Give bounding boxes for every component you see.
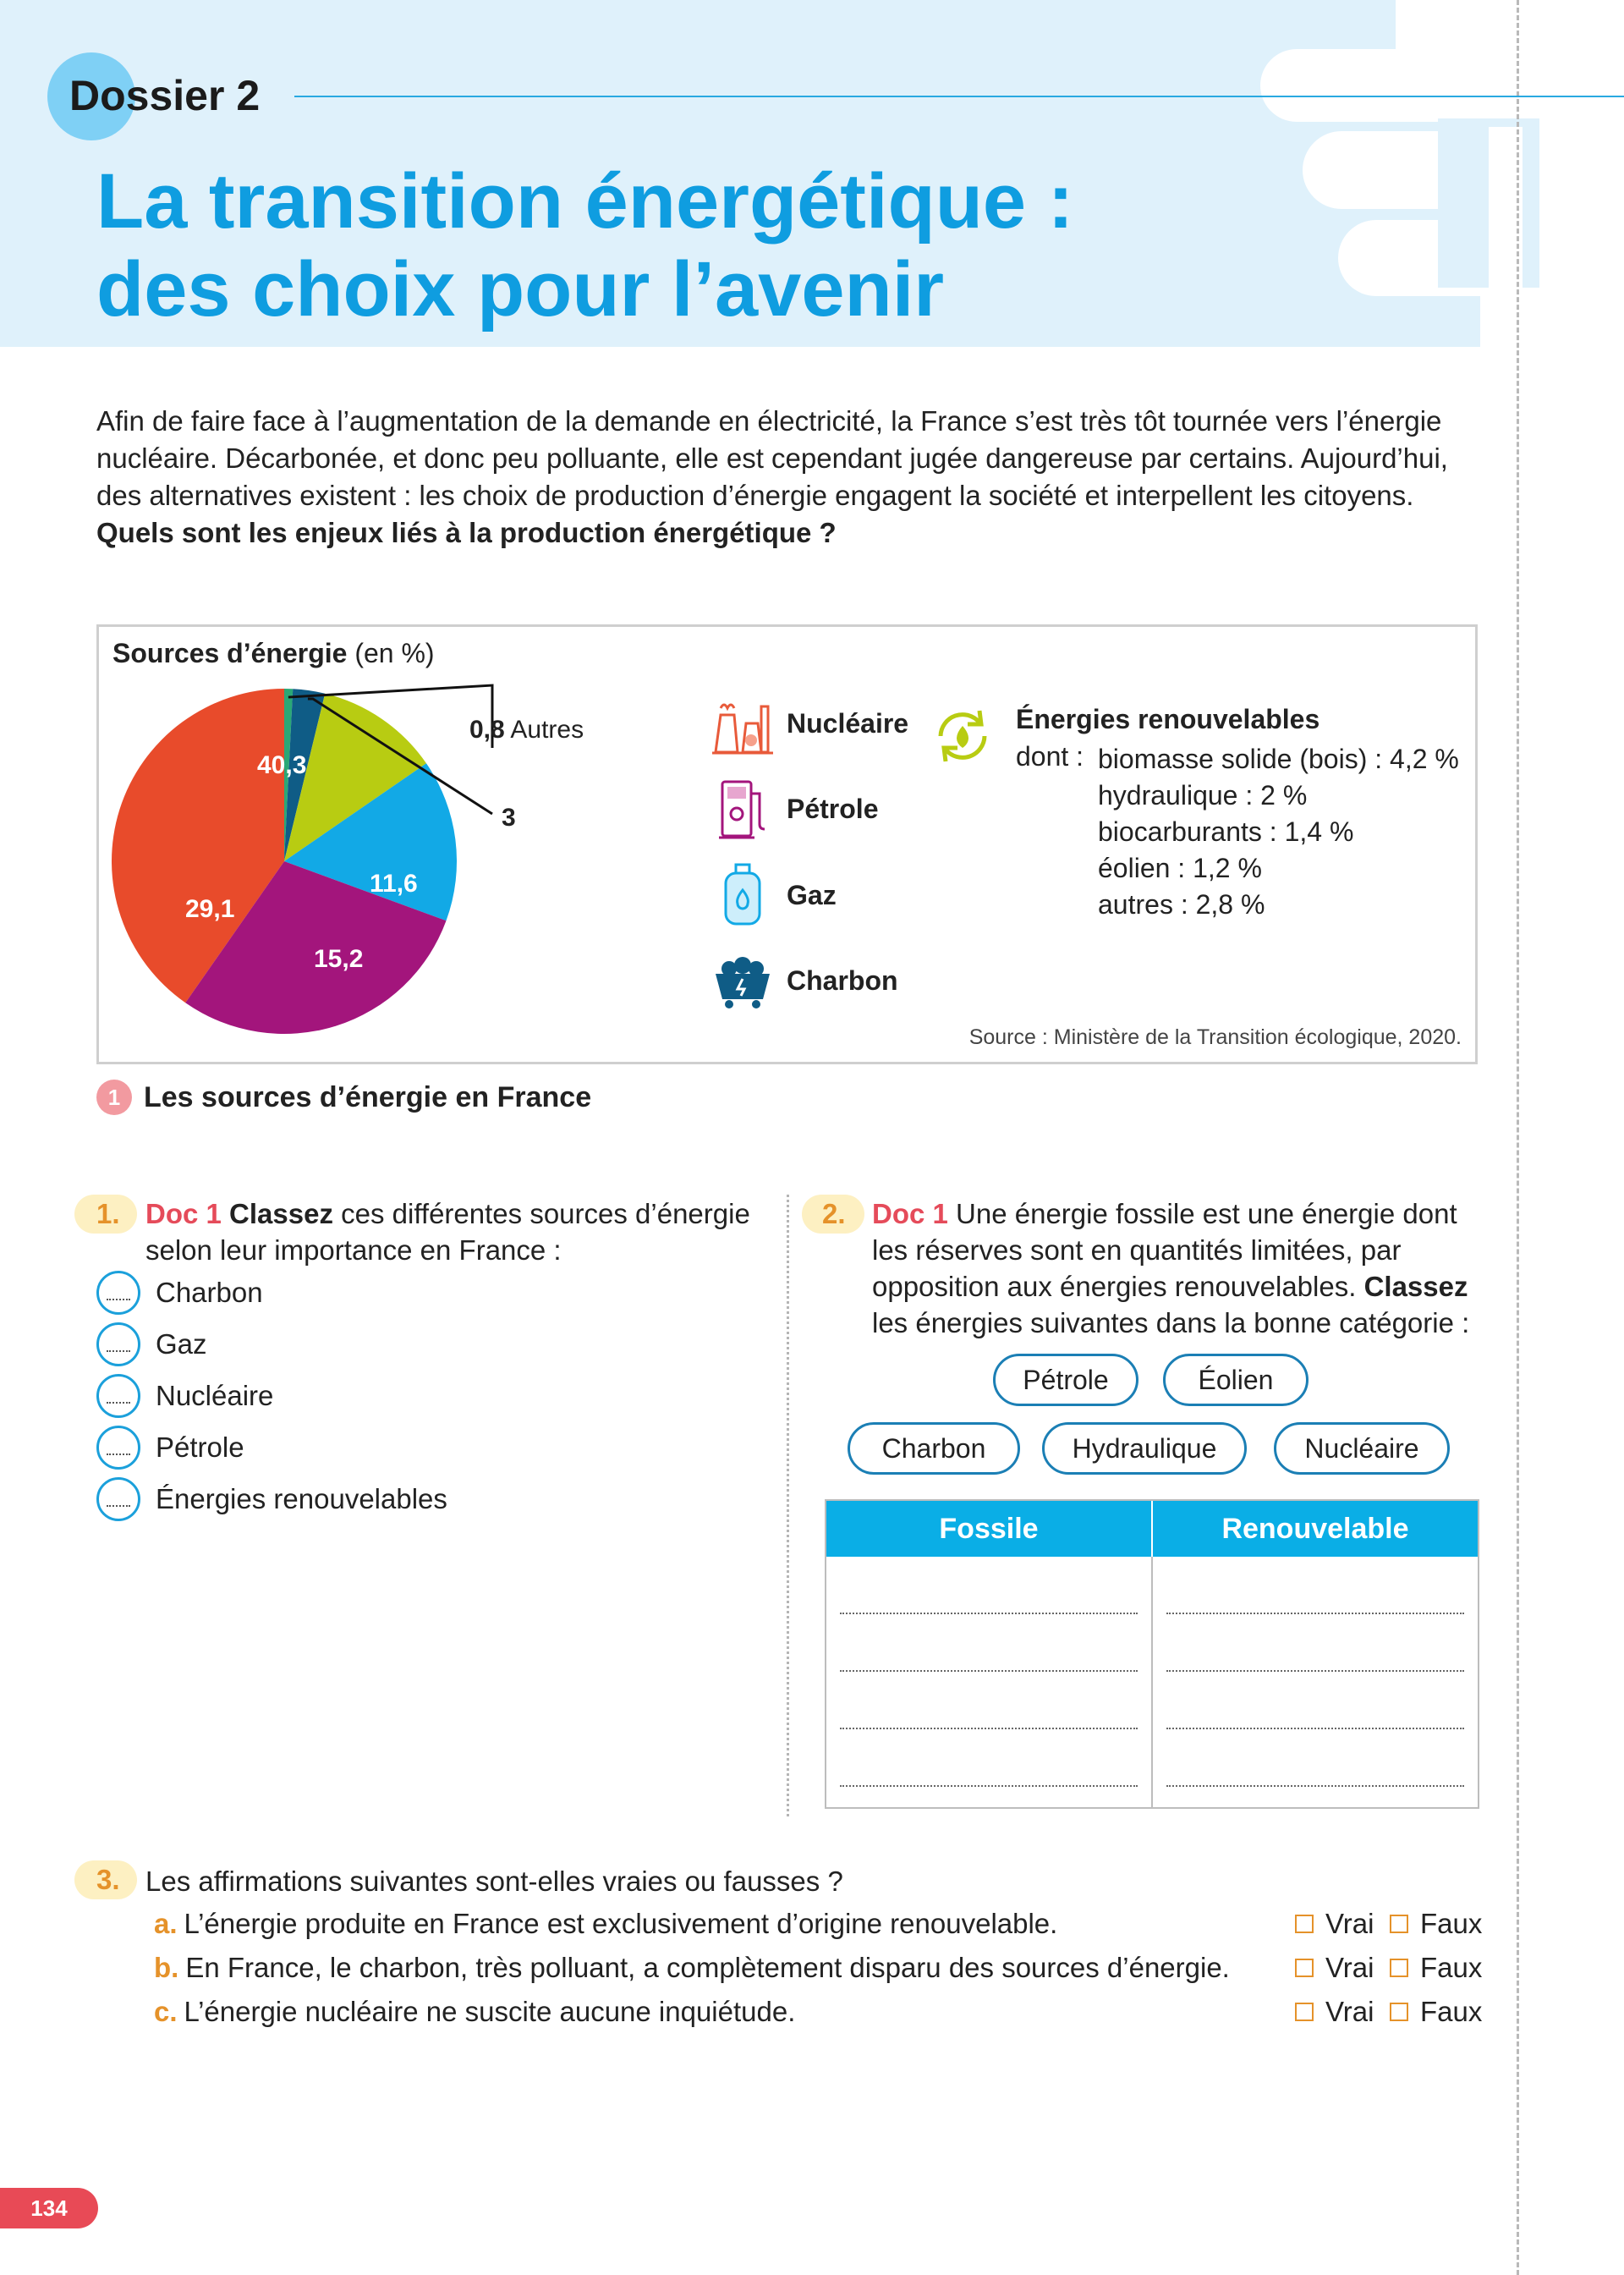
pill-petrole[interactable]: Pétrole	[993, 1354, 1138, 1406]
rank-input-gaz[interactable]	[96, 1322, 140, 1366]
answer-line	[840, 1728, 1138, 1729]
checkbox[interactable]	[1295, 1959, 1314, 1977]
question-1-rest: ces différentes sources d’énergie selon leur importance en France :	[145, 1198, 750, 1266]
page-title	[96, 157, 1073, 333]
gas-bottle-icon	[709, 861, 776, 929]
pill-hydraulique[interactable]: Hydraulique	[1042, 1422, 1247, 1475]
rank-label: Énergies renouvelables	[156, 1483, 447, 1514]
pill-nucleaire[interactable]: Nucléaire	[1274, 1422, 1450, 1475]
pie-label-autres-value: 0,8	[469, 716, 505, 744]
rank-row-nucleaire	[96, 1374, 273, 1418]
legend-charbon-label: Charbon	[787, 964, 898, 996]
legend-nucleaire	[709, 690, 908, 757]
rank-row-charbon	[96, 1271, 263, 1315]
pie-label-charbon: 3	[502, 804, 516, 832]
coal-cart-icon	[709, 947, 776, 1014]
answer-line	[840, 1670, 1138, 1672]
pie-label-gaz: 15,2	[314, 945, 364, 973]
nuclear-plant-icon	[709, 690, 776, 757]
renewables-detail: autres : 2,8 %	[1098, 889, 1265, 920]
chart-title-unit: (en %)	[354, 638, 435, 668]
renewables-detail: biocarburants : 1,4 %	[1098, 816, 1354, 847]
intro-paragraph	[96, 403, 1484, 552]
rank-label: Nucléaire	[156, 1380, 274, 1411]
statement-b-true[interactable]	[1295, 1952, 1374, 1984]
checkbox[interactable]	[1295, 2003, 1314, 2021]
rank-label: Charbon	[156, 1277, 263, 1308]
header-renouvelable: Renouvelable	[1151, 1501, 1478, 1557]
rank-row-gaz	[96, 1322, 207, 1366]
pill-eolien[interactable]: Éolien	[1163, 1354, 1309, 1406]
statement-c	[154, 1996, 795, 2028]
pie-label-nucleaire: 40,3	[257, 751, 307, 779]
checkbox[interactable]	[1390, 1915, 1408, 1933]
statement-text: L’énergie produite en France est exclusivement d’origine renouvelable.	[184, 1908, 1058, 1939]
statement-text: L’énergie nucléaire ne suscite aucune inquiétude.	[184, 1996, 796, 2027]
answer-line	[840, 1613, 1138, 1614]
question-2-number: 2.	[822, 1198, 846, 1229]
column-divider	[787, 1195, 789, 1816]
intro-question: Quels sont les enjeux liés à la production énergétique ?	[96, 517, 837, 548]
page-margin-line	[1517, 0, 1519, 2275]
question-2-text	[872, 1195, 1481, 1341]
question-2-doc-ref: Doc 1	[872, 1198, 948, 1229]
checkbox[interactable]	[1390, 1959, 1408, 1977]
classification-table-header	[826, 1501, 1478, 1557]
statement-text: En France, le charbon, très polluant, a complètement disparu des sources d’énergie.	[185, 1952, 1230, 1983]
answer-line	[1166, 1728, 1464, 1729]
statement-a	[154, 1908, 1057, 1940]
false-label: Faux	[1420, 1996, 1483, 2027]
renewables-detail: hydraulique : 2 %	[1098, 780, 1308, 811]
statement-b	[154, 1952, 1230, 1984]
classification-table	[825, 1499, 1479, 1809]
renewables-detail: éolien : 1,2 %	[1098, 853, 1262, 883]
source-note: Source : Ministère de la Transition écologique, 2020.	[968, 1025, 1462, 1049]
dossier-label: Dossier 2	[69, 72, 261, 119]
fuel-pump-icon	[709, 775, 776, 843]
answer-line	[840, 1785, 1138, 1787]
rank-label: Gaz	[156, 1328, 207, 1360]
title-line-2: des choix pour l’avenir	[96, 246, 945, 332]
pie-label-autres-text: Autres	[510, 716, 584, 744]
checkbox[interactable]	[1295, 1915, 1314, 1933]
answer-line	[1166, 1613, 1464, 1614]
statement-b-false[interactable]	[1390, 1952, 1482, 1984]
question-1-verb: Classez	[229, 1198, 333, 1229]
pie-label-petrole: 29,1	[185, 895, 235, 923]
rank-input-petrole[interactable]	[96, 1426, 140, 1470]
pie-label-renouvelables: 11,6	[370, 870, 418, 898]
document-caption-text: Les sources d’énergie en France	[144, 1080, 592, 1113]
rank-label: Pétrole	[156, 1431, 244, 1463]
statement-a-true[interactable]	[1295, 1908, 1374, 1940]
question-1-number: 1.	[96, 1198, 120, 1229]
question-2-body: Une énergie fossile est une énergie dont les réserves sont en quantités limitées, par opposition aux énergies renouvelables.	[872, 1198, 1457, 1302]
question-2-verb: Classez	[1363, 1271, 1468, 1302]
column-renouvelable[interactable]	[1151, 1557, 1478, 1807]
header-rule	[294, 96, 1624, 97]
statement-letter: c.	[154, 1996, 178, 2027]
legend-charbon	[709, 947, 898, 1014]
document-number-badge: 1	[96, 1080, 132, 1115]
legend-renouvelables-label: Énergies renouvelables	[1016, 704, 1320, 734]
answer-line	[1166, 1785, 1464, 1787]
legend-petrole	[709, 775, 878, 843]
legend-gaz-label: Gaz	[787, 879, 837, 910]
renewables-details	[1098, 741, 1459, 923]
rank-input-renouvelables[interactable]	[96, 1477, 140, 1521]
statement-letter: b.	[154, 1952, 179, 1983]
statement-a-false[interactable]	[1390, 1908, 1482, 1940]
legend-gaz	[709, 861, 837, 929]
chart-title	[112, 638, 435, 669]
false-label: Faux	[1420, 1952, 1483, 1983]
column-fossile[interactable]	[826, 1557, 1151, 1807]
question-2-end: les énergies suivantes dans la bonne catégorie :	[872, 1307, 1470, 1338]
true-label: Vrai	[1325, 1908, 1374, 1939]
rank-row-petrole	[96, 1426, 244, 1470]
classification-table-body	[826, 1557, 1478, 1807]
chart-title-bold: Sources d’énergie	[112, 638, 348, 668]
renewables-detail: biomasse solide (bois) : 4,2 %	[1098, 744, 1459, 774]
checkbox[interactable]	[1390, 2003, 1408, 2021]
true-label: Vrai	[1325, 1996, 1374, 2027]
legend-nucleaire-label: Nucléaire	[787, 707, 909, 739]
false-label: Faux	[1420, 1908, 1483, 1939]
statement-c-false[interactable]	[1390, 1996, 1482, 2028]
title-line-1: La transition énergétique :	[96, 158, 1074, 245]
recycle-leaf-icon	[929, 702, 996, 770]
intro-text: Afin de faire face à l’augmentation de la demande en électricité, la France s’est très tôt tournée vers l’énergie nucléaire. Décarbonée, et donc peu polluante, elle est cependant jugée dangereuse par certains. Aujourd’hui, des alternatives existent : les choix de production d’énergie engagent la société et interpellent les citoyens.	[96, 405, 1448, 511]
document-caption	[96, 1080, 591, 1115]
legend-petrole-label: Pétrole	[787, 793, 879, 824]
header-fossile: Fossile	[939, 1512, 1039, 1545]
true-label: Vrai	[1325, 1952, 1374, 1983]
statement-c-true[interactable]	[1295, 1996, 1374, 2028]
pie-label-autres	[469, 716, 584, 745]
rank-row-renouvelables	[96, 1477, 447, 1521]
rank-input-nucleaire[interactable]	[96, 1374, 140, 1418]
pill-charbon[interactable]: Charbon	[848, 1422, 1020, 1475]
renewables-prefix: dont :	[1016, 741, 1084, 772]
question-3-number: 3.	[96, 1864, 120, 1895]
question-3-prompt: Les affirmations suivantes sont-elles vraies ou fausses ?	[145, 1866, 843, 1897]
rank-input-charbon[interactable]	[96, 1271, 140, 1315]
statement-letter: a.	[154, 1908, 178, 1939]
page-number: 134	[0, 2188, 98, 2228]
question-1-doc-ref: Doc 1	[145, 1198, 222, 1229]
question-1-text	[145, 1195, 754, 1268]
answer-line	[1166, 1670, 1464, 1672]
